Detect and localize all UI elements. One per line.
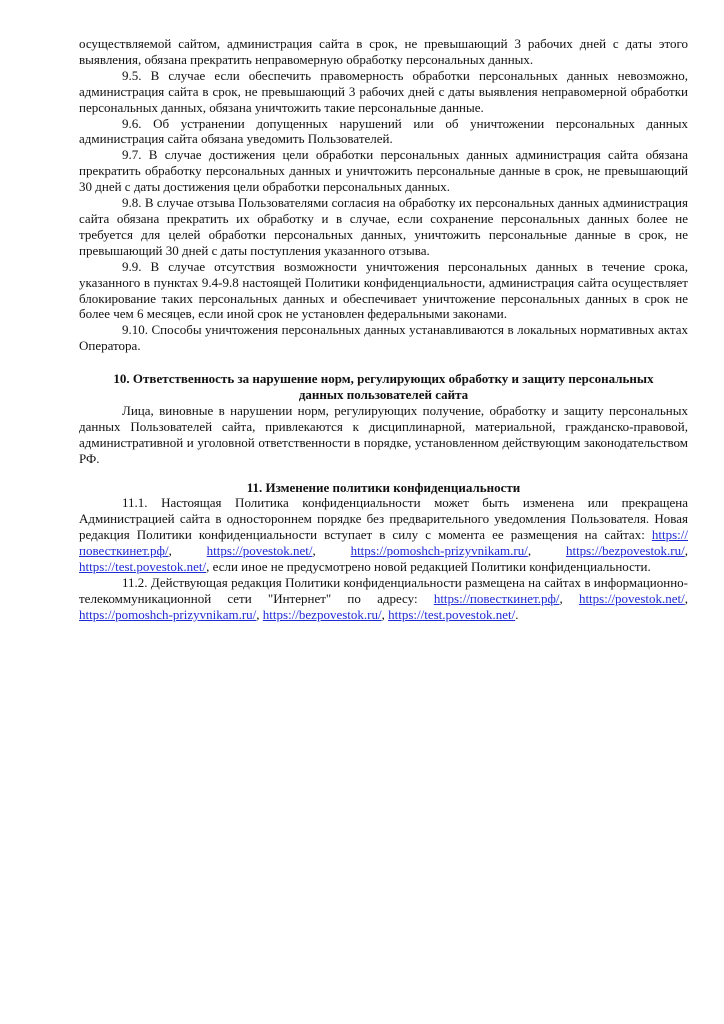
paragraph-9-6: 9.6. Об устранении допущенных нарушений или об уничтожении персональных данных администрация сайта обязана уведомить Пользователей. (79, 115, 688, 147)
paragraph-11-1-text: 11.1. Настоящая Политика конфиденциальности может быть изменена или прекращена Администрацией сайта в одностороннем порядке без предварительного уведомления Пользователя. Новая редакция Политики конфиденциальности вступает в силу с момента ее размещения на сайтах: (79, 495, 688, 543)
separator: , (684, 590, 688, 606)
paragraph-9-5: 9.5. В случае если обеспечить правомерность обработки персональных данных невозможно, администрация сайта в срок, не превышающий 3 рабочих дней с даты выявления неправомерной обработки персональных данных, обязана уничтожить такие персональные данные. (79, 67, 688, 115)
separator: , (527, 543, 566, 559)
paragraph-continuation: осуществляемой сайтом, администрация сайта в срок, не превышающий 3 рабочих дней с даты этого выявления, обязана прекратить неправомерную обработку персональных данных. (79, 36, 688, 67)
link-povestok-net[interactable]: https://povestok.net/ (578, 590, 685, 606)
link-pomoshch-prizyvnikam[interactable]: https://pomoshch-prizyvnikam.ru/ (350, 543, 528, 559)
link-pomoshch-prizyvnikam[interactable]: https://pomoshch-prizyvnikam.ru/ (79, 606, 257, 622)
paragraph-11-1 (79, 495, 688, 575)
link-test-povestok[interactable]: https://test.povestok.net/ (79, 559, 207, 575)
spacer (79, 354, 688, 371)
paragraph-11-2-text: 11.2. Действующая редакция Политики конфиденциальности размещена на сайтах в информационно-телекоммуникационной сети "Интернет" по адресу: (79, 575, 688, 606)
section-10-heading (79, 371, 688, 403)
paragraph-9-10: 9.10. Способы уничтожения персональных данных устанавливаются в локальных нормативных актах Оператора. (79, 322, 688, 354)
separator: , (381, 606, 389, 622)
separator: , (168, 543, 207, 559)
paragraph-9-8: 9.8. В случае отзыва Пользователями согласия на обработку их персональных данных администрация сайта обязана прекратить их обработку и в случае, если сохранение персональных данных более не требуется для целей обработки персональных данных, уничтожить персональные данные в срок, не превышающий 30 дней с даты поступления указанного отзыва. (79, 195, 688, 258)
paragraph-9-7: 9.7. В случае достижения цели обработки персональных данных администрация сайта обязана прекратить обработку персональных данных и уничтожить персональные данные в срок, не превышающий 30 дней с даты достижения цели обработки персональных данных. (79, 147, 688, 195)
spacer (79, 467, 688, 480)
link-povestkinet-rf[interactable]: https://повесткинет.рф/ (433, 590, 560, 606)
period: . (515, 606, 519, 622)
section-11-heading: 11. Изменение политики конфиденциальности (246, 479, 521, 495)
paragraph-11-1-tail: , если иное не предусмотрено новой редакцией Политики конфиденциальности. (206, 559, 651, 575)
section-10-heading-line2: данных пользователей сайта (298, 387, 469, 403)
paragraph-11-2 (79, 575, 688, 623)
section-10-heading-line1: 10. Ответственность за нарушение норм, регулирующих обработку и защиту персональных (113, 371, 654, 387)
separator: , (256, 606, 263, 622)
separator: , (559, 590, 579, 606)
separator: , (312, 543, 351, 559)
link-povestok-net[interactable]: https://povestok.net/ (206, 543, 313, 559)
separator: , (684, 543, 688, 559)
link-povestkinet-rf[interactable]: https://повесткинет.рф/ (79, 527, 688, 559)
link-bezpovestok[interactable]: https://bezpovestok.ru/ (565, 543, 685, 559)
paragraph-10: Лица, виновные в нарушении норм, регулирующих получение, обработку и защиту персональных данных Пользователей сайта, привлекаются к дисциплинарной, материальной, гражданско-правовой, административной и уголовной ответственности в порядке, установленном действующим законодательством РФ. (79, 402, 688, 466)
link-test-povestok[interactable]: https://test.povestok.net/ (388, 606, 516, 622)
link-bezpovestok[interactable]: https://bezpovestok.ru/ (262, 606, 382, 622)
paragraph-9-9: 9.9. В случае отсутствия возможности уничтожения персональных данных в течение срока, указанного в пунктах 9.4-9.8 настоящей Политики конфиденциальности, администрация сайта осуществляет блокирование таких персональных данных и обеспечивает уничтожение персональных данных в срок не более чем 6 месяцев, если иной срок не установлен федеральными законами. (79, 258, 688, 322)
